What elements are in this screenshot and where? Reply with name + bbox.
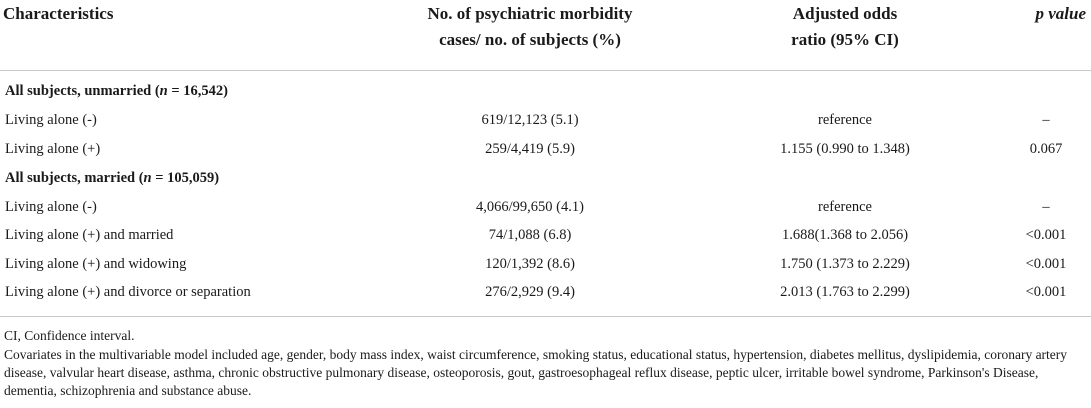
row-label: Living alone (+) and married — [5, 227, 174, 243]
row-cases: 120/1,392 (8.6) — [485, 256, 575, 272]
row-odds-ratio: reference — [818, 112, 872, 128]
row-cases: 4,066/99,650 (4.1) — [476, 199, 584, 215]
table-row — [0, 250, 1091, 278]
row-cases: 619/12,123 (5.1) — [481, 112, 579, 128]
row-odds-ratio: 1.155 (0.990 to 1.348) — [780, 141, 910, 157]
row-p-value: – — [1042, 199, 1050, 215]
row-odds-ratio: reference — [818, 199, 872, 215]
row-p-value: <0.001 — [1025, 227, 1067, 243]
row-label: Living alone (-) — [5, 112, 97, 128]
row-label: Living alone (-) — [5, 199, 97, 215]
header-or-line2: ratio (95% CI) — [791, 30, 899, 49]
footnote-covariates: Covariates in the multivariable model included age, gender, body mass index, waist circumference, smoking status, educational status, hypertension, diabetes mellitus, dyslipidemia, coronary artery disease, valvular heart disease, asthma, chronic obstructive pulmonary disease, osteoporosis, gout, gastroesophageal reflux disease, peptic ulcer, irritable bowel syndrome, Parkinson's Disease, dementia, schizophrenia and substance abuse. — [4, 347, 1068, 398]
table-row — [0, 135, 1091, 163]
row-cases: 276/2,929 (9.4) — [485, 284, 575, 300]
row-cases: 259/4,419 (5.9) — [485, 141, 575, 157]
table-row — [0, 106, 1091, 134]
section-married — [0, 164, 1091, 192]
header-cases — [380, 1, 680, 53]
header-characteristics: Characteristics — [3, 4, 114, 23]
row-odds-ratio: 1.688(1.368 to 2.056) — [781, 227, 909, 243]
row-label: Living alone (+) and divorce or separation — [5, 284, 251, 300]
row-p-value: <0.001 — [1025, 284, 1067, 300]
header-p-value: p value — [1035, 4, 1086, 23]
row-label: Living alone (+) and widowing — [5, 256, 187, 272]
table-row — [0, 221, 1091, 249]
header-cases-line2: cases/ no. of subjects (%) — [439, 30, 621, 49]
header-or-line1: Adjusted odds — [792, 4, 898, 23]
table-row — [0, 193, 1091, 221]
row-cases: 74/1,088 (6.8) — [488, 227, 572, 243]
row-p-value: <0.001 — [1025, 256, 1067, 272]
section-married-label: All subjects, married (n = 105,059) — [5, 170, 220, 186]
table-row — [0, 278, 1091, 306]
table-bottom-rule — [0, 316, 1091, 317]
row-label: Living alone (+) — [5, 141, 101, 157]
row-odds-ratio: 1.750 (1.373 to 2.229) — [780, 256, 910, 272]
table-header — [0, 0, 1091, 71]
header-cases-line1: No. of psychiatric morbidity — [427, 4, 633, 23]
section-unmarried — [0, 77, 1091, 105]
row-p-value: – — [1042, 112, 1050, 128]
row-odds-ratio: 2.013 (1.763 to 2.299) — [780, 284, 910, 300]
footnote-ci: CI, Confidence interval. — [4, 328, 135, 343]
header-odds-ratio — [730, 1, 960, 53]
section-unmarried-label: All subjects, unmarried (n = 16,542) — [5, 83, 228, 99]
row-p-value: 0.067 — [1029, 141, 1063, 157]
